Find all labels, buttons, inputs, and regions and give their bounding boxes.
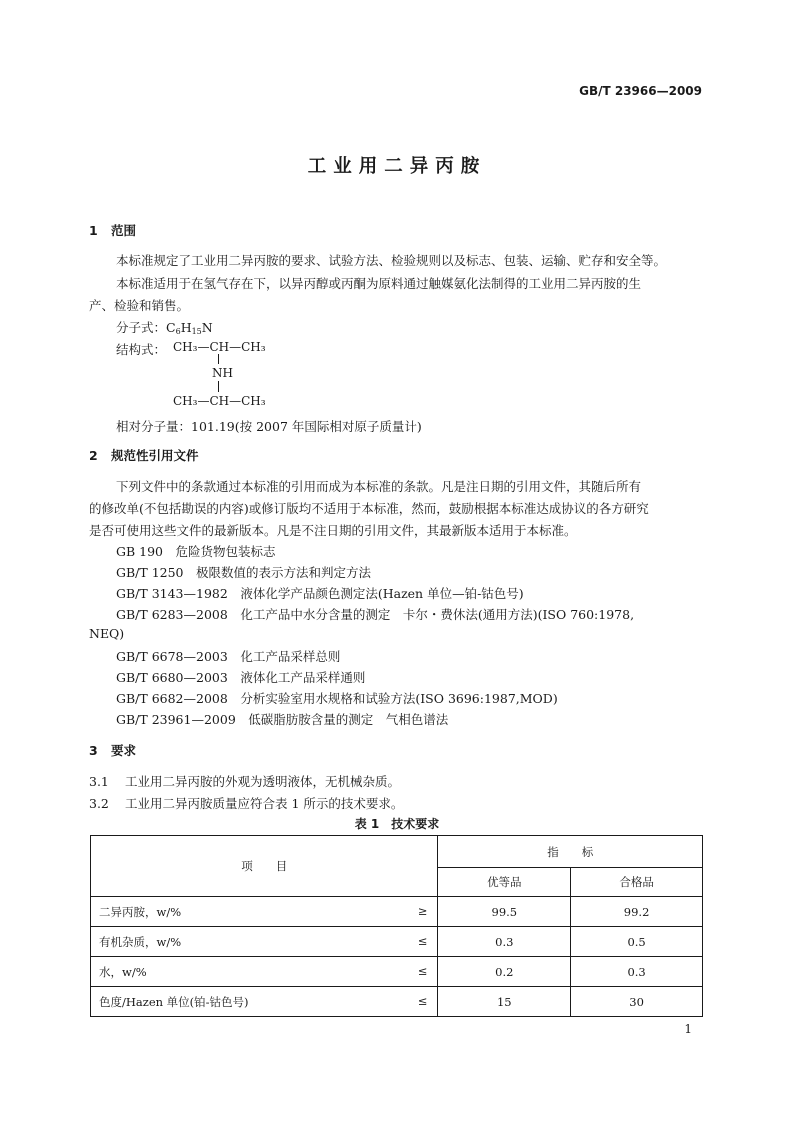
- section-1-title: 范围: [111, 223, 137, 238]
- table-header-index: 指 标: [438, 836, 703, 868]
- row-qualified-value: 0.5: [571, 927, 703, 957]
- reference-title: 危险货物包装标志: [175, 544, 276, 559]
- reference-id: GB/T 6678—2003: [116, 649, 228, 664]
- row-item-label: 有机杂质，w/%: [99, 934, 182, 949]
- references-paragraph-line-2: 的修改单(不包括勘误的内容)或修订版均不适用于本标准，然而，鼓励根据本标准达成协议的各方研究: [89, 501, 649, 516]
- reference-title: 低碳脂肪胺含量的测定 气相色谱法: [248, 712, 449, 727]
- clause-3-1: [89, 772, 400, 790]
- row-item-cell: [91, 987, 438, 1017]
- clause-number: 3.2: [89, 796, 109, 811]
- clause-3-2: [89, 794, 403, 812]
- reference-item: [116, 542, 276, 560]
- section-2-heading: [89, 446, 199, 464]
- reference-title: 液体化学产品颜色测定法(Hazen 单位—铂-钴色号): [240, 586, 524, 601]
- reference-id: GB/T 1250: [116, 565, 184, 580]
- structural-bond-upper: [218, 354, 219, 364]
- row-item-cell: [91, 897, 438, 927]
- row-operator: ≤: [417, 964, 428, 978]
- row-premium-value: 99.5: [438, 897, 571, 927]
- reference-id: GB/T 23961—2009: [116, 712, 236, 727]
- clause-number: 3.1: [89, 774, 109, 789]
- formula-h-subscript: 15: [191, 327, 202, 336]
- row-qualified-value: 99.2: [571, 897, 703, 927]
- row-item-cell: [91, 957, 438, 987]
- reference-item: [116, 647, 340, 665]
- row-premium-value: 0.3: [438, 927, 571, 957]
- formula-h: H: [180, 320, 192, 335]
- section-2-number: 2: [89, 448, 98, 463]
- reference-item: [116, 563, 371, 581]
- row-premium-value: 15: [438, 987, 571, 1017]
- reference-item-continuation: NEQ): [89, 626, 125, 641]
- scope-paragraph-2-line-2: 产、检验和销售。: [89, 298, 190, 313]
- reference-title: 极限数值的表示方法和判定方法: [196, 565, 372, 580]
- table-row: [91, 987, 703, 1017]
- row-item-label: 色度/Hazen 单位(铂-钴色号): [99, 994, 249, 1009]
- reference-id: GB/T 6283—2008: [116, 607, 228, 622]
- row-premium-value: 0.2: [438, 957, 571, 987]
- standard-code: GB/T 23966—2009: [579, 84, 702, 98]
- table-header-premium: 优等品: [438, 868, 571, 897]
- row-operator: ≥: [417, 904, 428, 918]
- section-2-title: 规范性引用文件: [111, 448, 199, 463]
- reference-id: GB 190: [116, 544, 164, 559]
- row-item-label: 二异丙胺，w/%: [99, 904, 182, 919]
- row-qualified-value: 30: [571, 987, 703, 1017]
- clause-text: 工业用二异丙胺的外观为透明液体，无机械杂质。: [125, 774, 401, 789]
- page-number: 1: [684, 1022, 692, 1036]
- table-caption: 表 1 技术要求: [354, 817, 440, 831]
- section-3-title: 要求: [111, 743, 137, 758]
- structural-formula-line-1: CH₃—CH—CH₃: [173, 340, 266, 354]
- row-operator: ≤: [417, 994, 428, 1008]
- table-header-qualified: 合格品: [571, 868, 703, 897]
- row-operator: ≤: [417, 934, 428, 948]
- reference-id: GB/T 6682—2008: [116, 691, 228, 706]
- reference-item: [116, 710, 448, 728]
- reference-title: 化工产品采样总则: [240, 649, 341, 664]
- section-3-heading: [89, 741, 136, 759]
- structural-bond-lower: [218, 381, 219, 392]
- document-title: 工业用二异丙胺: [307, 156, 487, 177]
- row-item-label: 水，w/%: [99, 964, 147, 979]
- scope-paragraph-1: 本标准规定了工业用二异丙胺的要求、试验方法、检验规则以及标志、包装、运输、贮存和安全等。: [116, 253, 667, 268]
- table-header-item: 项 目: [91, 836, 438, 897]
- references-paragraph-line-1: 下列文件中的条款通过本标准的引用而成为本标准的条款。凡是注日期的引用文件，其随后所有: [116, 479, 642, 494]
- row-qualified-value: 0.3: [571, 957, 703, 987]
- structural-formula-label: 结构式：: [116, 342, 167, 357]
- reference-item: [116, 605, 634, 623]
- structural-formula-line-3: CH₃—CH—CH₃: [173, 394, 266, 408]
- technical-requirements-table: [90, 835, 703, 1017]
- table-row: [91, 927, 703, 957]
- clause-text: 工业用二异丙胺质量应符合表 1 所示的技术要求。: [125, 796, 404, 811]
- reference-id: GB/T 3143—1982: [116, 586, 228, 601]
- table-row: [91, 897, 703, 927]
- molecular-formula: [116, 318, 213, 336]
- reference-title: 化工产品中水分含量的测定 卡尔・费休法(通用方法)(ISO 760:1978,: [240, 607, 635, 622]
- table-row: [91, 957, 703, 987]
- scope-paragraph-2-line-1: 本标准适用于在氢气存在下，以异丙醇或丙酮为原料通过触媒氨化法制得的工业用二异丙胺的生: [116, 276, 642, 291]
- formula-label: 分子式：: [116, 320, 167, 335]
- reference-item: [116, 584, 524, 602]
- formula-c-subscript: 6: [175, 327, 181, 336]
- formula-n: N: [201, 320, 213, 335]
- section-1-number: 1: [89, 223, 98, 238]
- formula-c: C: [166, 320, 176, 335]
- reference-title: 液体化工产品采样通则: [240, 670, 366, 685]
- row-item-cell: [91, 927, 438, 957]
- references-paragraph-line-3: 是否可使用这些文件的最新版本。凡是不注日期的引用文件，其最新版本适用于本标准。: [89, 523, 577, 538]
- structural-formula-nh: NH: [212, 366, 233, 380]
- section-1-heading: [89, 221, 136, 239]
- section-3-number: 3: [89, 743, 98, 758]
- reference-title: 分析实验室用水规格和试验方法(ISO 3696:1987,MOD): [240, 691, 558, 706]
- reference-item: [116, 689, 558, 707]
- molecular-weight: 相对分子量：101.19(按 2007 年国际相对原子质量计): [116, 419, 422, 434]
- reference-id: GB/T 6680—2003: [116, 670, 228, 685]
- reference-item: [116, 668, 365, 686]
